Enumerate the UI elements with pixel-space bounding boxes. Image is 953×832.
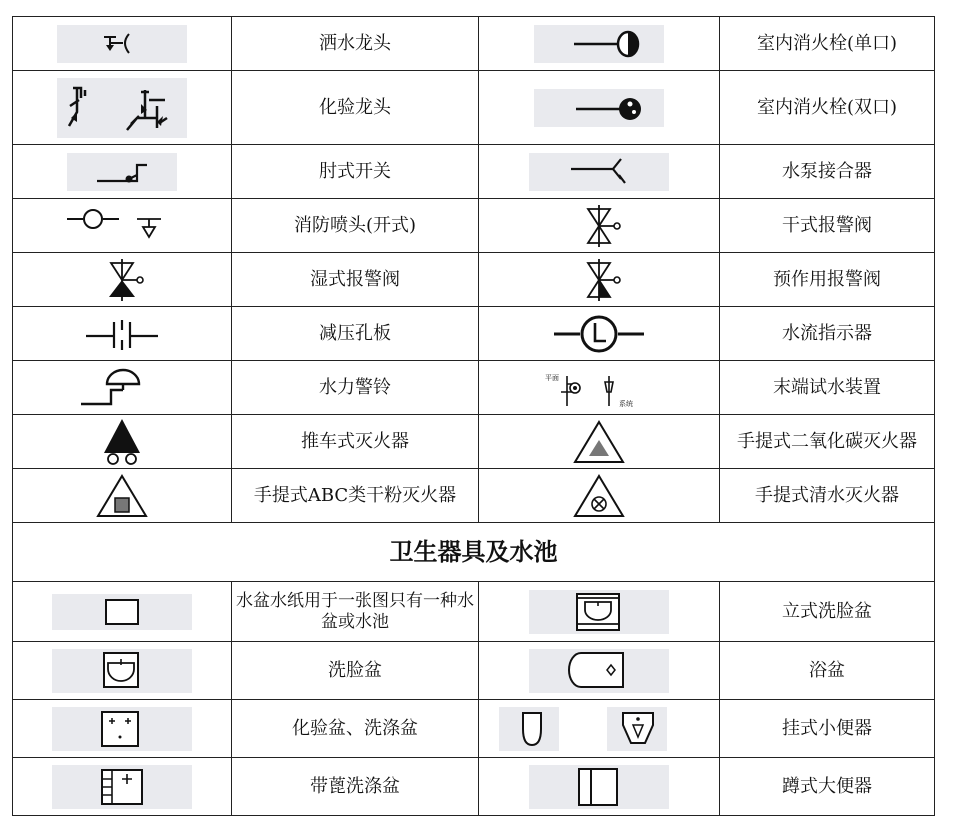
symbol-label: 洒水龙头 — [232, 17, 479, 71]
table-row — [13, 700, 935, 758]
wet-alarm-valve-icon — [87, 257, 157, 303]
cart-extinguisher-icon — [92, 417, 152, 467]
symbol-label: 带蓖洗涤盆 — [232, 758, 479, 816]
wall-urinal-icon — [499, 707, 699, 751]
table-row — [13, 361, 935, 415]
symbol-label: 水盆水纸用于一张图只有一种水盆或水池 — [232, 582, 479, 642]
table-row — [13, 642, 935, 700]
symbol-label: 手提式二氧化碳灭火器 — [720, 415, 935, 469]
washbasin-icon — [52, 649, 192, 693]
system-label: 系统 — [619, 399, 633, 408]
table-row — [13, 71, 935, 145]
symbol-label: 化验龙头 — [232, 71, 479, 145]
water-alarm-bell-icon — [67, 366, 177, 410]
table-row — [13, 758, 935, 816]
symbol-label: 预作用报警阀 — [720, 253, 935, 307]
symbol-label: 手提式清水灭火器 — [720, 469, 935, 523]
water-extinguisher-icon — [569, 472, 629, 520]
table-row — [13, 253, 935, 307]
symbol-label: 肘式开关 — [232, 145, 479, 199]
symbol-label: 浴盆 — [720, 642, 935, 700]
legend-table — [12, 16, 935, 816]
table-row — [13, 307, 935, 361]
symbol-label: 化验盆、洗涤盆 — [232, 700, 479, 758]
basin-generic-icon — [52, 594, 192, 630]
symbol-label: 推车式灭火器 — [232, 415, 479, 469]
section-title: 卫生器具及水池 — [13, 523, 935, 582]
orifice-plate-icon — [72, 314, 172, 354]
drainboard-sink-icon — [52, 765, 192, 809]
symbol-label: 干式报警阀 — [720, 199, 935, 253]
plan-label: 平面 — [545, 373, 559, 382]
section-header-row — [13, 523, 935, 582]
flow-indicator-icon — [544, 313, 654, 355]
symbol-label: 消防喷头(开式) — [232, 199, 479, 253]
symbol-label: 手提式ABC类干粉灭火器 — [232, 469, 479, 523]
symbol-label: 末端试水装置 — [720, 361, 935, 415]
table-row — [13, 582, 935, 642]
symbol-label: 室内消火栓(单口) — [720, 17, 935, 71]
indoor-hydrant-single-icon — [534, 25, 664, 63]
table-row — [13, 415, 935, 469]
pedestal-washbasin-icon — [529, 590, 669, 634]
pump-connector-icon — [529, 153, 669, 191]
symbol-label: 水泵接合器 — [720, 145, 935, 199]
table-row — [13, 469, 935, 523]
symbol-label: 洗脸盆 — [232, 642, 479, 700]
symbol-label: 湿式报警阀 — [232, 253, 479, 307]
lab-sink-icon — [52, 707, 192, 751]
table-row — [13, 17, 935, 71]
end-test-device-icon — [539, 366, 659, 410]
lab-faucet-icon — [57, 78, 187, 138]
open-sprinkler-icon — [57, 207, 187, 245]
symbol-label: 室内消火栓(双口) — [720, 71, 935, 145]
dry-alarm-valve-icon — [564, 203, 634, 249]
table-row — [13, 145, 935, 199]
indoor-hydrant-double-icon — [534, 89, 664, 127]
bathtub-icon — [529, 649, 669, 693]
symbol-label: 减压孔板 — [232, 307, 479, 361]
abc-powder-extinguisher-icon — [92, 472, 152, 520]
co2-extinguisher-icon — [569, 418, 629, 466]
symbol-label: 立式洗脸盆 — [720, 582, 935, 642]
table-row — [13, 199, 935, 253]
preaction-alarm-valve-icon — [564, 257, 634, 303]
squat-toilet-icon — [529, 765, 669, 809]
elbow-switch-icon — [67, 153, 177, 191]
symbol-label: 挂式小便器 — [720, 700, 935, 758]
symbol-label: 水力警铃 — [232, 361, 479, 415]
symbol-label: 水流指示器 — [720, 307, 935, 361]
sprinkler-faucet-icon — [57, 25, 187, 63]
symbol-label: 蹲式大便器 — [720, 758, 935, 816]
